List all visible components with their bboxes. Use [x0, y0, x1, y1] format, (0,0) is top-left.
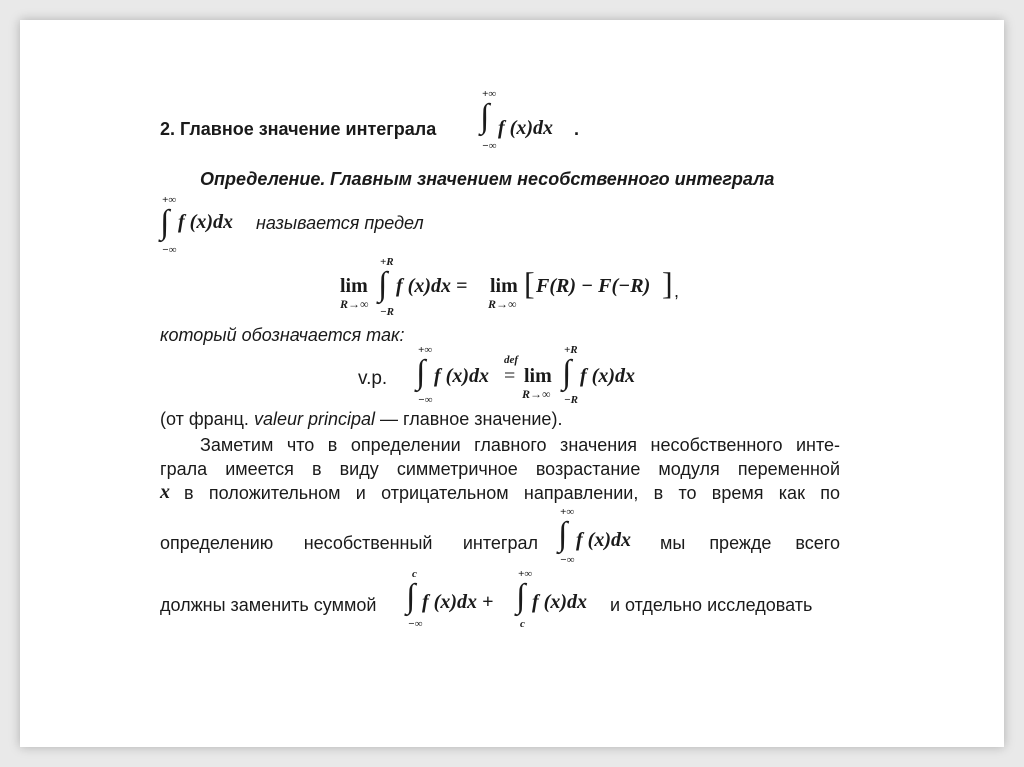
french-term: valeur principal [253, 409, 376, 429]
line5-integral2-sign: ∫ [516, 578, 526, 615]
formula1-integral-sign: ∫ [378, 266, 388, 303]
line4-integral-sign: ∫ [558, 516, 568, 553]
line5-integral1-sign: ∫ [406, 578, 416, 615]
def-integrand: f (x)dx [178, 211, 233, 233]
paragraph-line-5-end: и отдельно исследовать [610, 595, 813, 615]
formula1-lim2: lim [490, 275, 518, 297]
heading-period: . [574, 119, 580, 139]
formula1-int-lower: −R [380, 306, 395, 318]
heading-integral-sign: ∫ [480, 98, 490, 135]
formula1-comma: , [674, 281, 680, 301]
heading-integrand: f (x)dx [498, 117, 553, 139]
line5-integrand1: f (x)dx + [422, 591, 494, 613]
line5-integrand2: f (x)dx [532, 591, 587, 613]
definition-text: Главным значением несобственного интеграла [330, 169, 775, 189]
formula2-lim-sub: R→∞ [522, 387, 551, 401]
line5-int2-upper: +∞ [518, 568, 533, 580]
formula2-int1-lower: −∞ [418, 394, 433, 406]
definition-label: Определение. [200, 169, 326, 189]
paragraph-variable-x: x [160, 481, 170, 503]
heading-int-lower: −∞ [482, 140, 497, 152]
paragraph-line-4-end: мы прежде всего [660, 533, 840, 553]
paragraph-line-4-start: определению несобственный интеграл [160, 533, 538, 553]
slide [20, 20, 1004, 747]
paragraph-line-3: в положительном и отрицательном направлении, в то время как по [184, 483, 840, 503]
formula1-lim: lim [340, 275, 368, 297]
paragraph-line-5-start: должны заменить суммой [160, 595, 377, 615]
formula1-integrand: f (x)dx = [396, 275, 468, 297]
formula2-int2-lower: −R [564, 394, 579, 406]
line4-int-upper: +∞ [560, 506, 575, 518]
formula2-eq: = [504, 365, 516, 387]
formula1-bracket-expr: F(R) − F(−R) [536, 275, 651, 297]
formula2-vp: v.p. [358, 368, 388, 389]
formula2-integrand1: f (x)dx [434, 365, 489, 387]
formula1-int-upper: +R [380, 256, 394, 268]
line4-integrand: f (x)dx [576, 529, 631, 551]
formula1-lim2-sub: R→∞ [488, 297, 517, 311]
section-heading: 2. Главное значение интеграла [160, 119, 437, 139]
formula1-lim-sub: R→∞ [340, 297, 369, 311]
line5-int1-lower: −∞ [408, 618, 423, 630]
def-int-upper: +∞ [162, 194, 177, 206]
formula1-right-bracket: ] [662, 265, 673, 301]
formula1-left-bracket: [ [524, 265, 535, 301]
french-suffix: — главное значение). [380, 409, 563, 429]
formula2-integral1-sign: ∫ [416, 354, 426, 391]
def-int-lower: −∞ [162, 244, 177, 256]
line5-int1-upper: c [412, 568, 417, 580]
formula2-int2-upper: +R [564, 344, 578, 356]
line5-int2-lower: c [520, 618, 525, 630]
denoted-text: который обозначается так: [160, 325, 405, 345]
formula2-integral2-sign: ∫ [562, 354, 572, 391]
formula2-lim: lim [524, 365, 552, 387]
paragraph-line-2: грала имеется в виду симметричное возрастание модуля переменной [160, 459, 840, 479]
line4-int-lower: −∞ [560, 554, 575, 566]
definition-called: называется предел [256, 213, 424, 233]
formula2-integrand2: f (x)dx [580, 365, 635, 387]
paragraph-line-1: Заметим что в определении главного значения несобственного инте- [200, 435, 840, 455]
def-integral-sign: ∫ [160, 204, 170, 241]
formula2-int1-upper: +∞ [418, 344, 433, 356]
french-prefix: (от франц. [160, 409, 249, 429]
heading-int-upper: +∞ [482, 88, 497, 100]
formula2-def: def [504, 354, 519, 366]
french-note [160, 408, 562, 430]
